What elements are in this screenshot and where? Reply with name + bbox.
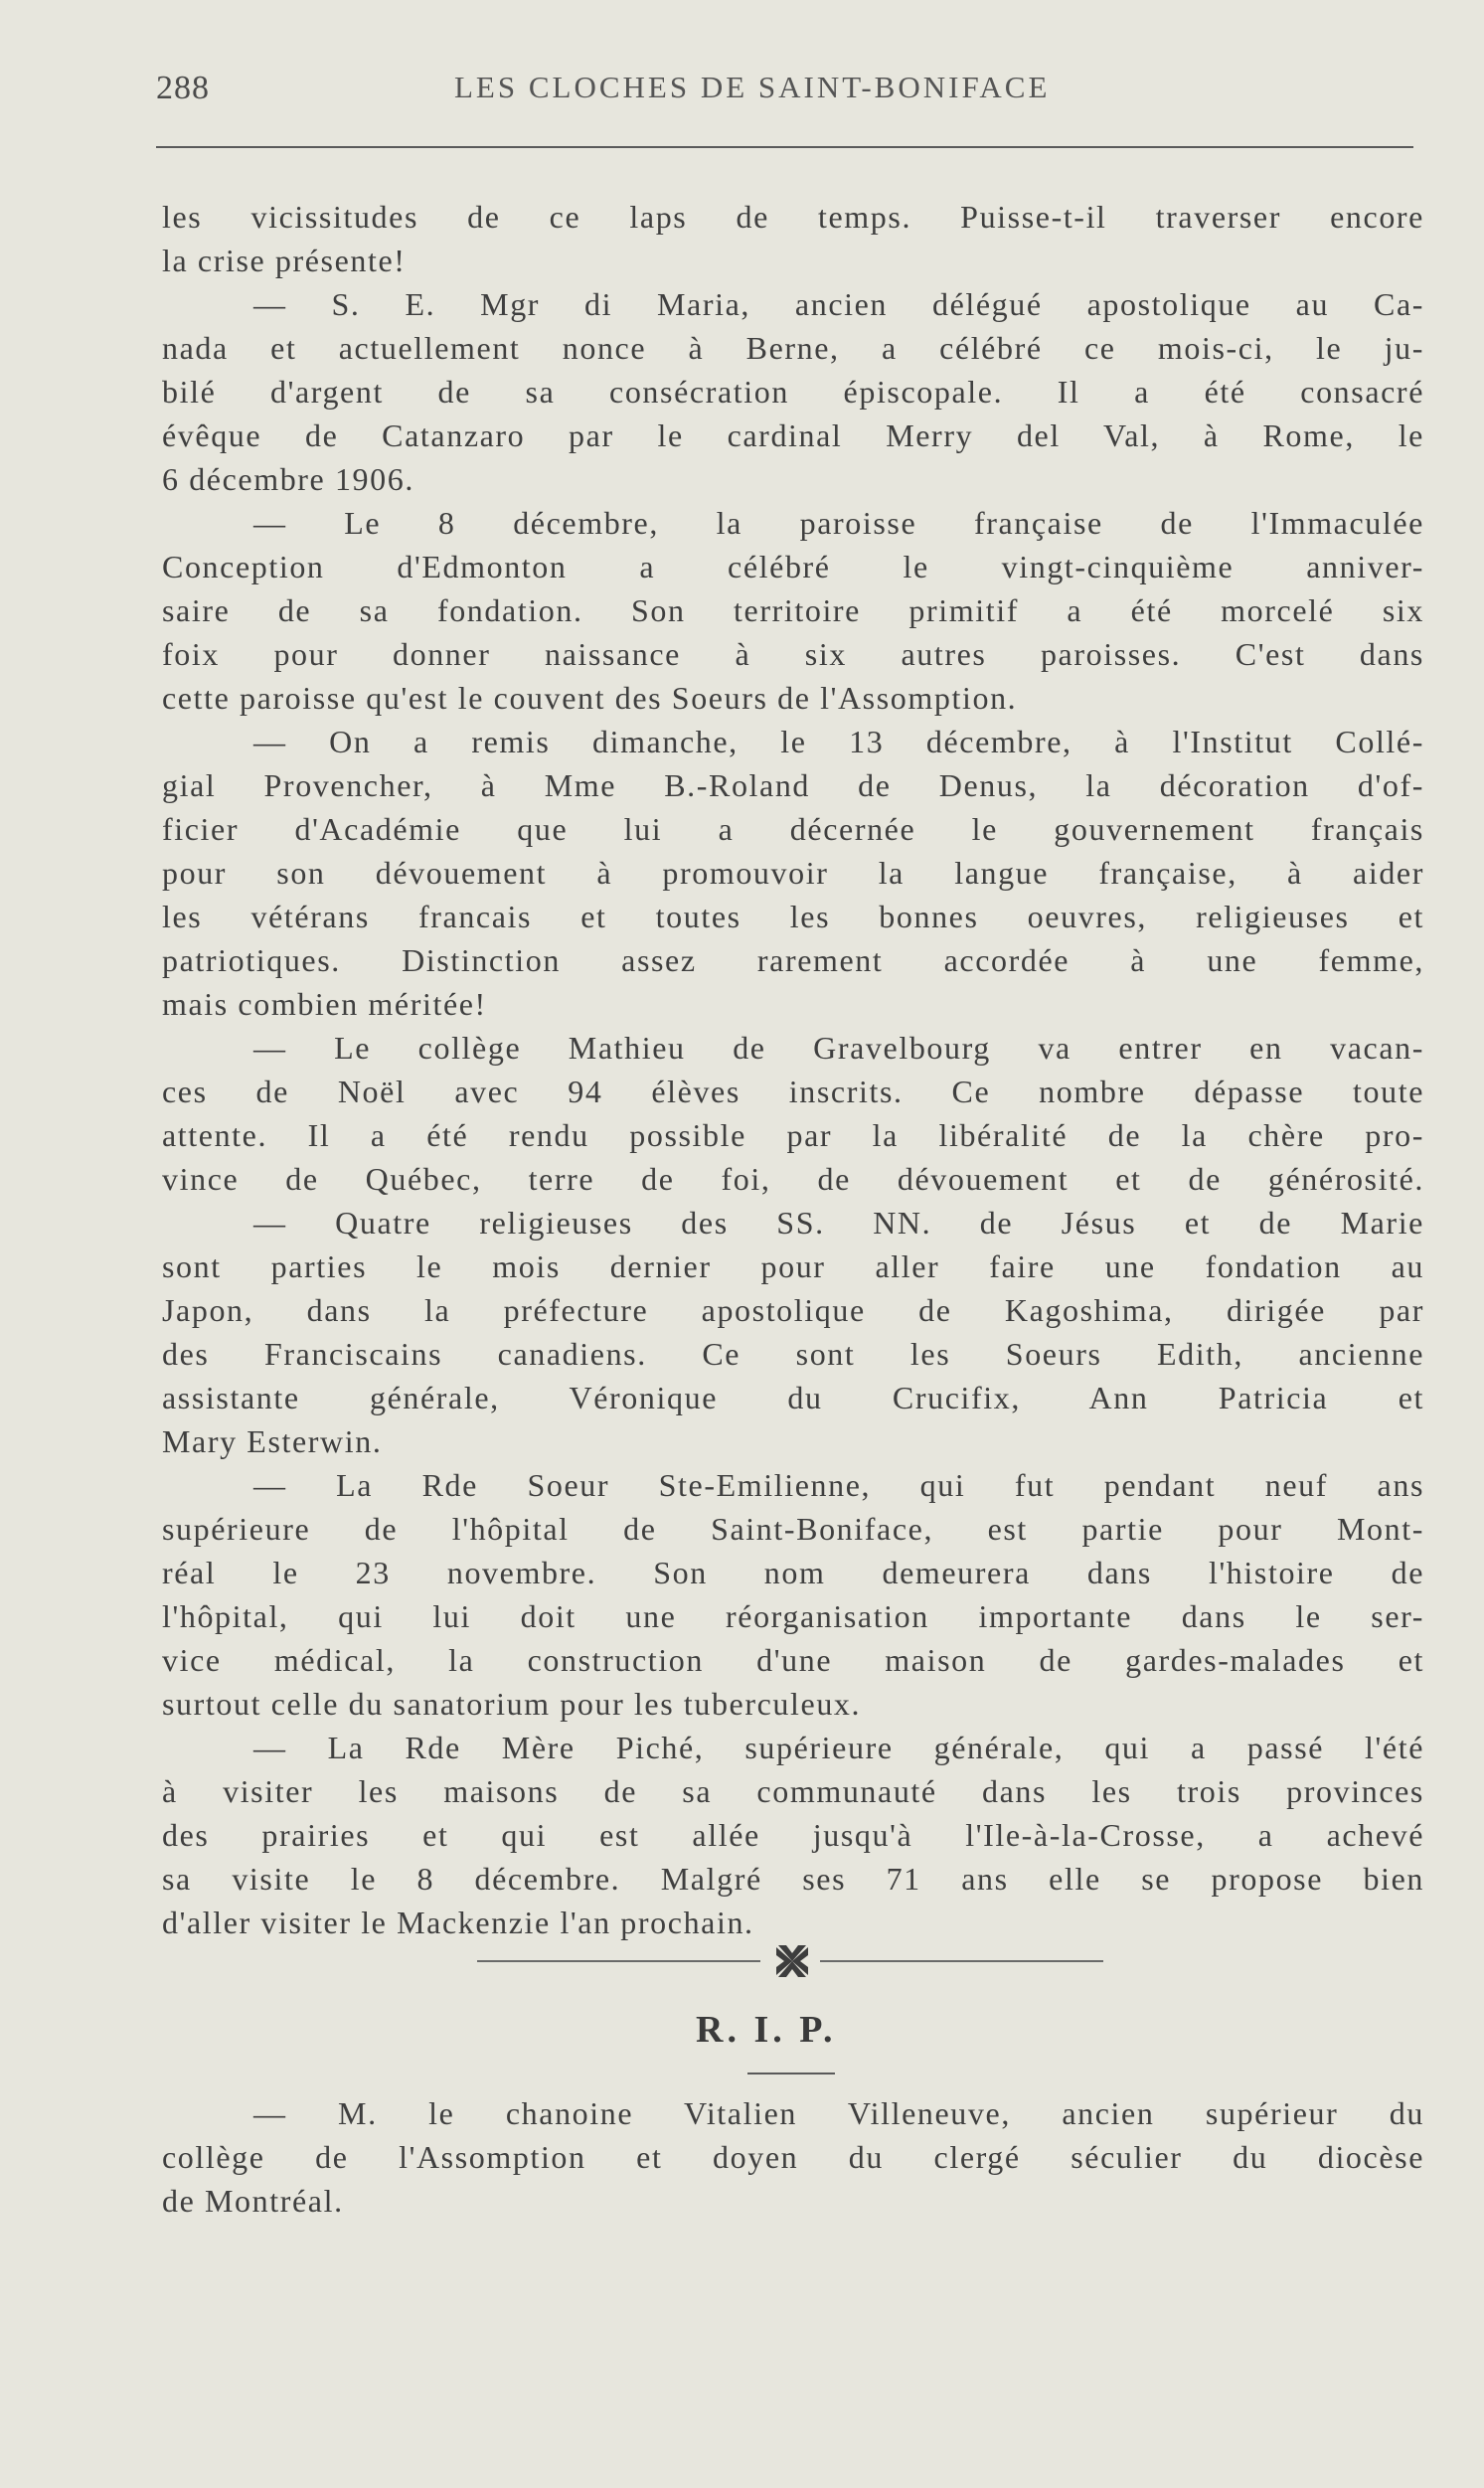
text-line: supérieure de l'hôpital de Saint-Boniface, est partie pour Mont-	[162, 1511, 1424, 1547]
text-line: des prairies et qui est allée jusqu'à l'Ile-à-la-Crosse, a achevé	[162, 1817, 1424, 1853]
text-line: la crise présente!	[162, 243, 407, 278]
text-line: sa visite le 8 décembre. Malgré ses 71 ans elle se propose bien	[162, 1861, 1424, 1897]
text-line: Mary Esterwin.	[162, 1423, 383, 1459]
body-text	[162, 195, 1424, 1944]
text-line: 6 décembre 1906.	[162, 461, 414, 497]
text-line: évêque de Catanzaro par le cardinal Merry del Val, à Rome, le	[162, 417, 1424, 453]
text-line: d'aller visiter le Mackenzie l'an prochain.	[162, 1905, 754, 1940]
section-ornament	[477, 1941, 1103, 1981]
text-line: l'hôpital, qui lui doit une réorganisation importante dans le ser-	[162, 1598, 1424, 1634]
rip-rule	[747, 2073, 835, 2074]
text-line: — La Rde Mère Piché, supérieure générale, qui a passé l'été	[253, 1730, 1424, 1765]
text-line: sont parties le mois dernier pour aller faire une fondation au	[162, 1248, 1424, 1284]
text-line: vince de Québec, terre de foi, de dévouement et de générosité.	[162, 1161, 1424, 1197]
text-line: foix pour donner naissance à six autres paroisses. C'est dans	[162, 636, 1424, 672]
text-line: saire de sa fondation. Son territoire primitif a été morcelé six	[162, 592, 1424, 628]
text-line: ficier d'Académie que lui a décernée le gouvernement français	[162, 811, 1424, 847]
page-number: 288	[156, 70, 210, 106]
text-line: des Franciscains canadiens. Ce sont les Soeurs Edith, ancienne	[162, 1336, 1424, 1372]
text-line: — Quatre religieuses des SS. NN. de Jésus et de Marie	[253, 1205, 1424, 1241]
text-line: de Montréal.	[162, 2183, 344, 2219]
text-line: surtout celle du sanatorium pour les tuberculeux.	[162, 1686, 862, 1722]
text-line: mais combien méritée!	[162, 986, 487, 1022]
text-line: collège de l'Assomption et doyen du clergé séculier du diocèse	[162, 2139, 1424, 2175]
text-line: assistante générale, Véronique du Crucifix, Ann Patricia et	[162, 1380, 1424, 1415]
running-title: LES CLOCHES DE SAINT-BONIFACE	[454, 70, 1051, 104]
text-line: Japon, dans la préfecture apostolique de Kagoshima, dirigée par	[162, 1292, 1424, 1328]
text-line: ces de Noël avec 94 élèves inscrits. Ce nombre dépasse toute	[162, 1074, 1424, 1109]
text-line: gial Provencher, à Mme B.-Roland de Denus, la décoration d'of-	[162, 767, 1424, 803]
ornament-rule-right	[820, 1960, 1103, 1962]
text-line: pour son dévouement à promouvoir la langue française, à aider	[162, 855, 1424, 891]
text-line: nada et actuellement nonce à Berne, a célébré ce mois-ci, le ju-	[162, 330, 1424, 366]
maltese-cross-icon	[772, 1941, 812, 1981]
ornament-rule-left	[477, 1960, 760, 1962]
header-rule	[156, 146, 1413, 148]
text-line: Conception d'Edmonton a célébré le vingt-cinquième anniver-	[162, 549, 1424, 584]
rip-heading: R. I. P.	[696, 2009, 837, 2051]
page-header	[156, 62, 1418, 111]
text-line: les vétérans francais et toutes les bonnes oeuvres, religieuses et	[162, 899, 1424, 934]
text-line: — M. le chanoine Vitalien Villeneuve, ancien supérieur du	[253, 2095, 1424, 2131]
text-line: — S. E. Mgr di Maria, ancien délégué apostolique au Ca-	[253, 286, 1424, 322]
text-line: — Le 8 décembre, la paroisse française de l'Immaculée	[253, 505, 1424, 541]
rip-text	[162, 2091, 1424, 2223]
text-line: bilé d'argent de sa consécration épiscopale. Il a été consacré	[162, 374, 1424, 410]
text-line: — On a remis dimanche, le 13 décembre, à l'Institut Collé-	[253, 724, 1424, 759]
text-line: patriotiques. Distinction assez rarement accordée à une femme,	[162, 942, 1424, 978]
text-line: à visiter les maisons de sa communauté dans les trois provinces	[162, 1773, 1424, 1809]
text-line: — Le collège Mathieu de Gravelbourg va entrer en vacan-	[253, 1030, 1424, 1066]
text-line: attente. Il a été rendu possible par la libéralité de la chère pro-	[162, 1117, 1424, 1153]
text-line: réal le 23 novembre. Son nom demeurera dans l'histoire de	[162, 1555, 1424, 1590]
text-line: — La Rde Soeur Ste-Emilienne, qui fut pendant neuf ans	[253, 1467, 1424, 1503]
text-line: cette paroisse qu'est le couvent des Soeurs de l'Assomption.	[162, 680, 1018, 716]
text-line: vice médical, la construction d'une maison de gardes-malades et	[162, 1642, 1424, 1678]
text-line: les vicissitudes de ce laps de temps. Puisse-t-il traverser encore	[162, 199, 1424, 235]
